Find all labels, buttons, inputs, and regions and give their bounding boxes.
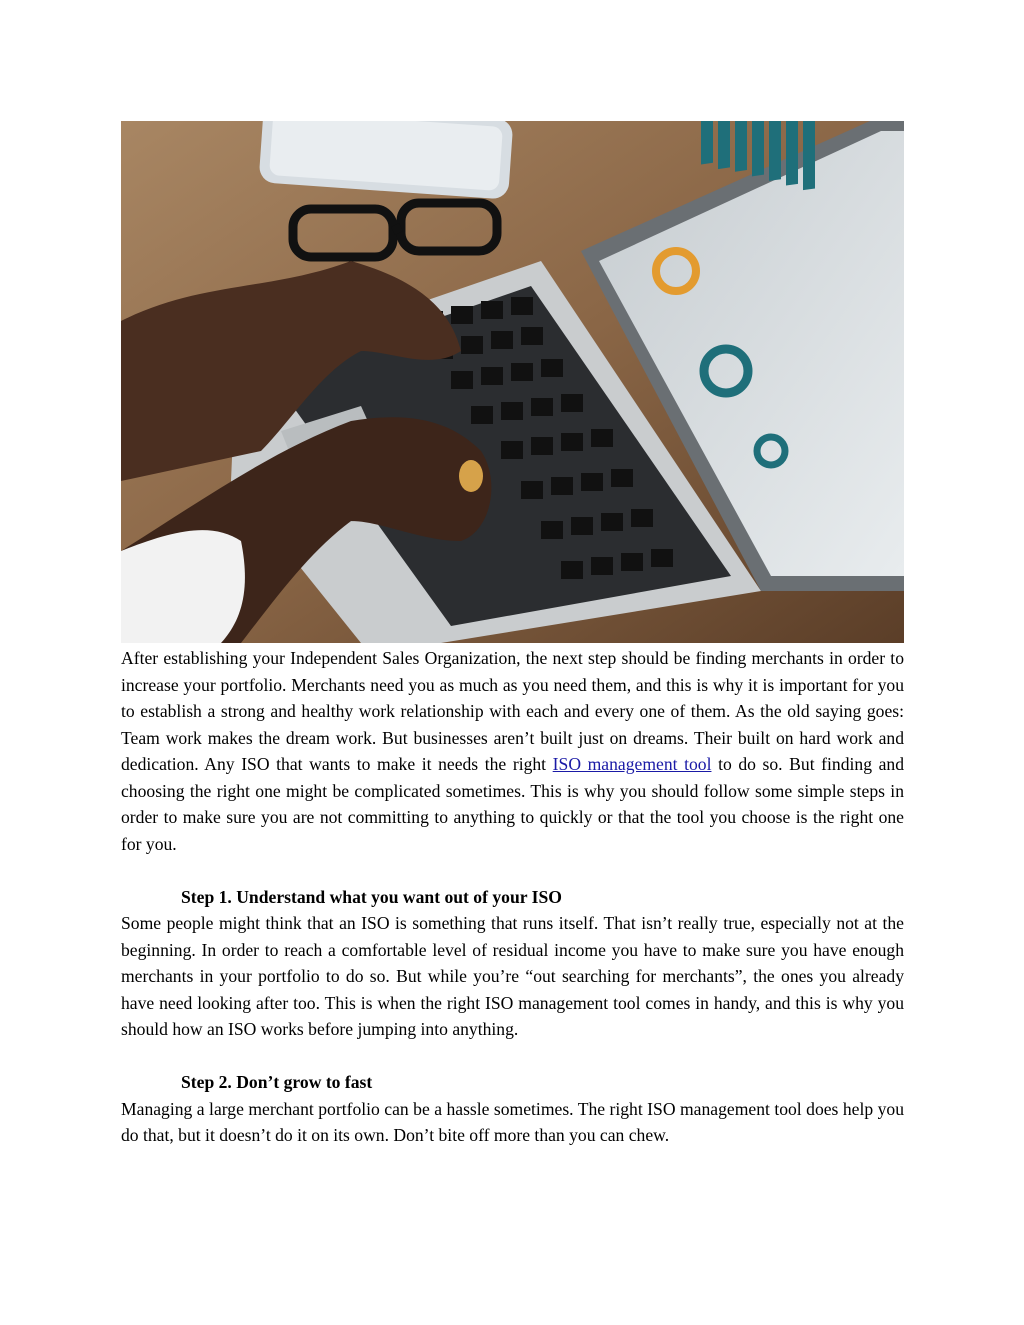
intro-text-before-link: After establishing your Independent Sales Organization, the next step should be finding merchants in order to increase your portfolio. Merchants need you as much as you need them, and this is why it is important for you to establish a strong and healthy work relationship with each and every one of them. As the old saying goes: Team work makes the dream work. But businesses aren’t built just on dreams. Their built on hard work and dedication. Any ISO that wants to make it needs the right xyxy=(121,648,904,774)
step2-paragraph: Managing a large merchant portfolio can be a hassle sometimes. The right ISO management tool does help you do that, but it doesn’t do it on its own. Don’t bite off more than you can chew. xyxy=(121,1098,904,1145)
step1-heading: Step 1. Understand what you want out of your ISO xyxy=(181,886,562,907)
step1-paragraph: Some people might think that an ISO is something that runs itself. That isn’t really true, especially not at the beginning. In order to reach a comfortable level of residual income you have to make sure you have enough merchants in your portfolio to do so. But while you’re “out searching for merchants”, the ones you already have need looking after too. This is when the right ISO management tool comes in handy, and this is why you should how an ISO works before jumping into anything. xyxy=(121,913,904,1039)
iso-management-tool-link[interactable]: ISO management tool xyxy=(552,754,712,774)
spacer xyxy=(121,1043,904,1070)
step2-heading: Step 2. Don’t grow to fast xyxy=(181,1072,373,1092)
intro-paragraph xyxy=(121,645,904,857)
intro-text-after-link: to do so. But finding and choosing the right one might be complicated sometimes. This is why you should follow some simple steps in order to make sure you are not committing to anything to quickly or that the tool you choose is the right one for you. xyxy=(121,754,904,854)
article-body xyxy=(121,645,904,1149)
hero-photo xyxy=(121,121,904,643)
spacer xyxy=(121,857,904,884)
laptop-photo-illustration xyxy=(121,121,904,643)
